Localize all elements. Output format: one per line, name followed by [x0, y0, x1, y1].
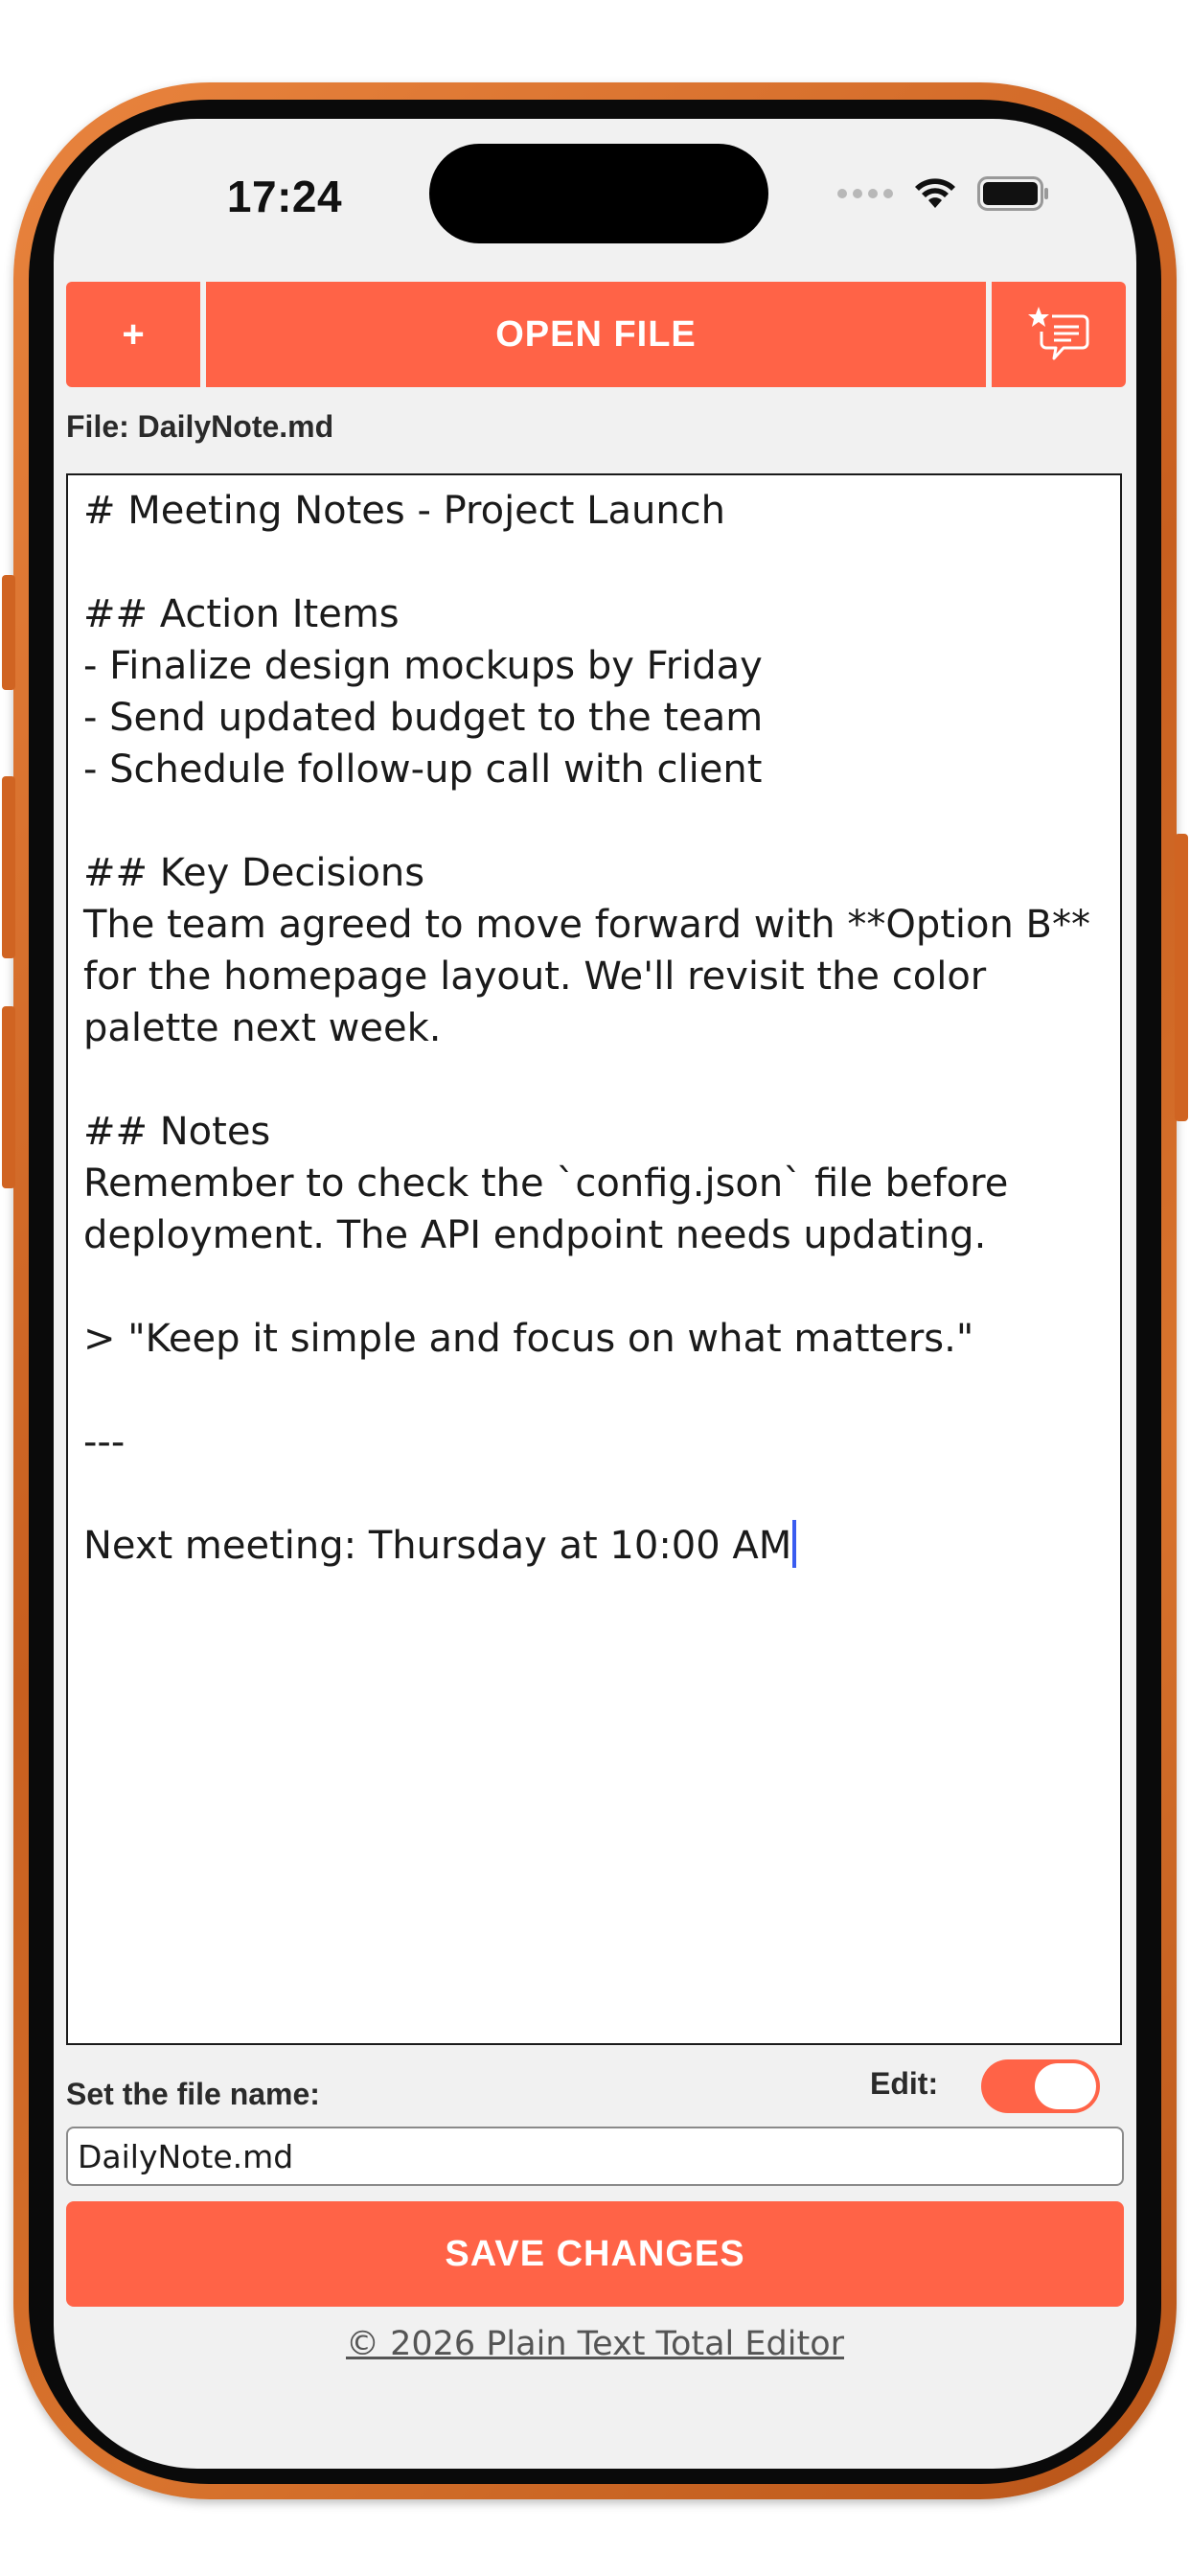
battery-icon	[977, 176, 1050, 211]
text-caret	[792, 1520, 796, 1568]
save-changes-button[interactable]: SAVE CHANGES	[66, 2201, 1124, 2307]
top-toolbar	[66, 282, 1126, 387]
editor-line	[83, 1468, 1105, 1520]
editor-line: - Send updated budget to the team	[83, 696, 764, 740]
editor-line-last	[83, 1520, 1105, 1572]
wifi-icon	[914, 177, 956, 210]
editor-line: ## Notes	[83, 1110, 271, 1154]
editor-line: ## Key Decisions	[83, 851, 425, 895]
editor-line	[83, 1261, 1105, 1313]
star-message-icon	[1027, 305, 1090, 364]
power-button	[1175, 834, 1188, 1121]
footer-link[interactable]: © 2026 Plain Text Total Editor	[346, 2325, 844, 2363]
editor-line: > "Keep it simple and focus on what matters."	[83, 1317, 974, 1361]
status-icons	[837, 176, 1050, 211]
filename-label: Set the file name:	[66, 2077, 320, 2111]
current-file-label: File: DailyNote.md	[66, 409, 334, 444]
editor-line: for the homepage layout. We'll revisit the color	[83, 954, 987, 999]
volume-up-button	[2, 776, 15, 958]
editor-line	[83, 1365, 1105, 1416]
open-file-button[interactable]: OPEN FILE	[206, 282, 986, 387]
editor-line: - Finalize design mockups by Friday	[83, 644, 763, 688]
editor-line	[83, 537, 1105, 588]
toggle-knob	[1035, 2063, 1096, 2109]
screen	[54, 119, 1136, 2469]
edit-toggle-label: Edit:	[870, 2066, 939, 2101]
editor-line: Remember to check the `config.json` file before	[83, 1162, 1009, 1206]
new-file-button[interactable]: +	[66, 282, 200, 387]
dynamic-island	[429, 144, 768, 243]
volume-down-button	[2, 1006, 15, 1188]
editor-line	[83, 1054, 1105, 1106]
editor-line: - Schedule follow-up call with client	[83, 748, 763, 792]
editor-line	[83, 795, 1105, 847]
feedback-button[interactable]	[992, 282, 1126, 387]
editor-line-text: Next meeting: Thursday at 10:00 AM	[83, 1524, 792, 1568]
filename-input[interactable]	[66, 2127, 1124, 2186]
action-button	[2, 575, 15, 690]
editor-line: ---	[83, 1420, 126, 1464]
text-editor[interactable]	[66, 473, 1122, 2045]
editor-line: # Meeting Notes - Project Launch	[83, 489, 726, 533]
editor-line: deployment. The API endpoint needs updating.	[83, 1213, 987, 1257]
signal-icon	[837, 189, 893, 198]
editor-line: palette next week.	[83, 1006, 442, 1050]
editor-line: ## Action Items	[83, 592, 400, 636]
edit-toggle[interactable]	[981, 2059, 1100, 2113]
editor-line: The team agreed to move forward with **Option B**	[83, 903, 1090, 947]
status-time: 17:24	[226, 172, 343, 221]
